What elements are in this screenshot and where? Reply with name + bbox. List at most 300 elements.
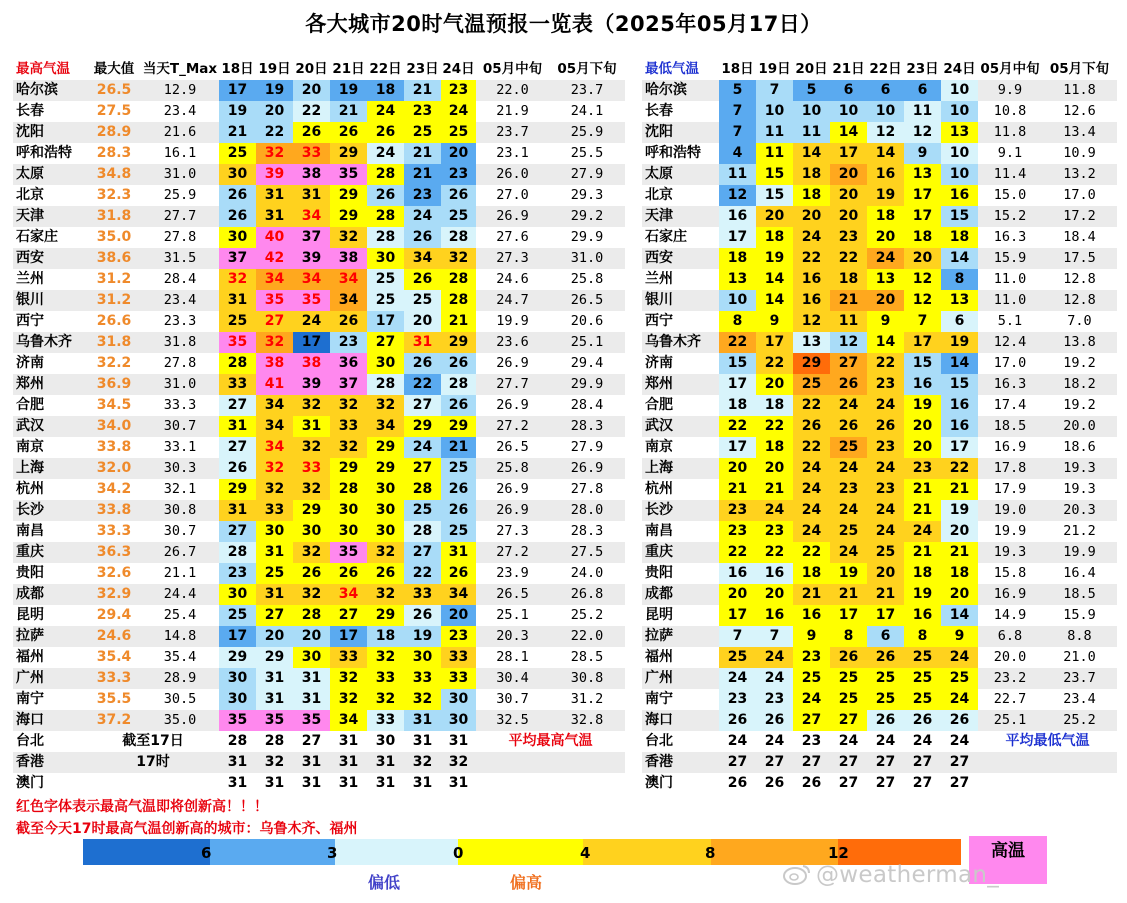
mid-month-avg: 20.0 (978, 647, 1042, 668)
forecast-cell: 23 (867, 479, 904, 500)
today-tmax: 30.3 (141, 458, 219, 479)
forecast-cell: 33 (330, 416, 367, 437)
forecast-cell: 26 (941, 710, 978, 731)
forecast-cell: 23 (756, 689, 793, 710)
forecast-cell: 29 (367, 437, 404, 458)
forecast-cell: 30 (219, 689, 256, 710)
late-month-avg: 31.2 (549, 689, 625, 710)
mid-month-avg: 5.1 (978, 311, 1042, 332)
low-temp-table (642, 59, 1117, 794)
table-row (13, 773, 625, 794)
late-month-avg: 20.0 (1042, 416, 1117, 437)
forecast-cell: 24 (756, 731, 793, 752)
city-name: 广州 (642, 668, 719, 689)
forecast-cell: 14 (793, 143, 830, 164)
today-tmax: 28.4 (141, 269, 219, 290)
forecast-cell: 14 (830, 122, 867, 143)
forecast-cell: 27 (904, 773, 941, 794)
mid-month-avg: 21.9 (476, 101, 549, 122)
city-name: 海口 (642, 710, 719, 731)
forecast-cell: 21 (219, 122, 256, 143)
record-max: 32.9 (87, 584, 141, 605)
record-max: 32.2 (87, 353, 141, 374)
forecast-cell: 42 (256, 248, 293, 269)
forecast-cell: 31 (404, 731, 441, 752)
table-row (13, 710, 625, 731)
city-name: 哈尔滨 (642, 80, 719, 101)
forecast-cell: 21 (404, 80, 441, 101)
mid-month-avg: 9.1 (978, 143, 1042, 164)
forecast-cell: 27 (367, 332, 404, 353)
forecast-cell: 21 (904, 542, 941, 563)
forecast-cell: 31 (256, 668, 293, 689)
mid-month-avg: 27.2 (476, 542, 549, 563)
forecast-cell: 37 (330, 374, 367, 395)
forecast-cell: 20 (293, 626, 330, 647)
forecast-cell: 13 (867, 269, 904, 290)
forecast-cell: 30 (256, 521, 293, 542)
forecast-cell: 25 (219, 311, 256, 332)
forecast-cell: 33 (404, 668, 441, 689)
table-row (642, 227, 1117, 248)
forecast-cell: 26 (219, 458, 256, 479)
forecast-cell: 8 (904, 626, 941, 647)
table-row (13, 437, 625, 458)
forecast-cell: 27 (867, 773, 904, 794)
city-name: 武汉 (13, 416, 87, 437)
forecast-cell: 31 (441, 731, 476, 752)
forecast-cell: 26 (441, 185, 476, 206)
table-row (13, 626, 625, 647)
late-month-avg: 18.2 (1042, 374, 1117, 395)
table-row (13, 605, 625, 626)
late-month-avg: 28.4 (549, 395, 625, 416)
forecast-cell: 18 (756, 437, 793, 458)
city-name: 济南 (642, 353, 719, 374)
forecast-cell: 30 (367, 479, 404, 500)
forecast-cell: 33 (367, 710, 404, 731)
forecast-cell: 17 (904, 185, 941, 206)
city-name: 福州 (642, 647, 719, 668)
forecast-cell: 24 (793, 500, 830, 521)
forecast-cell: 27 (830, 752, 867, 773)
mid-month-avg: 15.0 (978, 185, 1042, 206)
forecast-cell: 13 (941, 122, 978, 143)
forecast-cell: 17 (330, 626, 367, 647)
mid-month-avg: 30.4 (476, 668, 549, 689)
forecast-cell: 23 (793, 647, 830, 668)
forecast-cell: 18 (719, 248, 756, 269)
forecast-cell: 24 (367, 101, 404, 122)
table-row (13, 668, 625, 689)
forecast-cell: 24 (941, 689, 978, 710)
forecast-cell: 20 (404, 311, 441, 332)
record-max: 32.3 (87, 185, 141, 206)
column-header: 19日 (256, 59, 293, 80)
forecast-cell: 30 (367, 248, 404, 269)
today-tmax: 26.7 (141, 542, 219, 563)
legend-color-segment (83, 839, 210, 865)
forecast-cell: 33 (219, 374, 256, 395)
forecast-cell: 8 (830, 626, 867, 647)
city-name: 台北 (642, 731, 719, 752)
late-month-avg: 12.6 (1042, 101, 1117, 122)
forecast-cell: 21 (904, 479, 941, 500)
forecast-cell: 31 (441, 542, 476, 563)
today-tmax: 23.3 (141, 311, 219, 332)
city-name: 兰州 (13, 269, 87, 290)
forecast-cell: 18 (904, 227, 941, 248)
forecast-cell: 32 (367, 542, 404, 563)
late-month-avg: 17.0 (1042, 185, 1117, 206)
forecast-cell: 31 (293, 185, 330, 206)
forecast-cell: 30 (219, 584, 256, 605)
forecast-cell: 26 (219, 185, 256, 206)
forecast-cell: 25 (941, 668, 978, 689)
table-row (13, 332, 625, 353)
city-name: 长春 (13, 101, 87, 122)
late-month-avg: 20.6 (549, 311, 625, 332)
late-month-avg: 29.2 (549, 206, 625, 227)
mid-month-avg: 26.9 (476, 395, 549, 416)
forecast-cell: 29 (330, 206, 367, 227)
forecast-cell: 18 (793, 563, 830, 584)
city-name: 南京 (642, 437, 719, 458)
forecast-cell: 22 (756, 416, 793, 437)
forecast-cell: 17 (719, 605, 756, 626)
mid-month-avg: 27.3 (476, 248, 549, 269)
forecast-cell: 6 (867, 80, 904, 101)
mid-month-avg: 6.8 (978, 626, 1042, 647)
forecast-cell: 24 (441, 101, 476, 122)
mid-month-avg: 15.2 (978, 206, 1042, 227)
column-header: 最高气温 (13, 59, 87, 80)
forecast-cell: 19 (219, 101, 256, 122)
today-tmax: 23.4 (141, 101, 219, 122)
forecast-cell: 31 (219, 773, 256, 794)
forecast-cell: 22 (293, 101, 330, 122)
forecast-cell: 29 (330, 458, 367, 479)
forecast-cell: 31 (219, 752, 256, 773)
forecast-cell: 20 (719, 458, 756, 479)
forecast-cell: 18 (941, 563, 978, 584)
forecast-cell: 22 (719, 542, 756, 563)
forecast-cell: 21 (830, 584, 867, 605)
record-max: 31.8 (87, 206, 141, 227)
forecast-cell: 32 (404, 689, 441, 710)
late-month-avg: 26.8 (549, 584, 625, 605)
late-month-avg: 16.4 (1042, 563, 1117, 584)
forecast-cell: 22 (719, 416, 756, 437)
forecast-cell: 32 (293, 395, 330, 416)
forecast-cell: 25 (256, 563, 293, 584)
today-tmax: 30.5 (141, 689, 219, 710)
forecast-cell: 30 (441, 710, 476, 731)
table-row (13, 122, 625, 143)
forecast-cell: 22 (719, 332, 756, 353)
record-max: 34.8 (87, 164, 141, 185)
forecast-cell: 30 (367, 353, 404, 374)
legend-tick-label: 12 (828, 844, 849, 862)
forecast-cell: 32 (219, 269, 256, 290)
column-header: 05月中旬 (476, 59, 549, 80)
forecast-cell: 26 (330, 563, 367, 584)
forecast-cell: 31 (441, 773, 476, 794)
forecast-cell: 31 (293, 689, 330, 710)
forecast-cell: 25 (904, 668, 941, 689)
city-name: 福州 (13, 647, 87, 668)
forecast-cell: 38 (256, 353, 293, 374)
legend-tick-label: 4 (580, 844, 591, 862)
forecast-cell: 24 (367, 143, 404, 164)
mid-month-avg: 24.7 (476, 290, 549, 311)
forecast-cell: 27 (830, 773, 867, 794)
forecast-cell: 17 (367, 311, 404, 332)
record-max: 35.4 (87, 647, 141, 668)
city-name: 长沙 (13, 500, 87, 521)
forecast-cell: 31 (256, 689, 293, 710)
forecast-cell: 24 (867, 500, 904, 521)
forecast-cell: 13 (941, 290, 978, 311)
column-header: 22日 (367, 59, 404, 80)
city-name: 重庆 (13, 542, 87, 563)
late-month-avg: 30.8 (549, 668, 625, 689)
forecast-cell: 23 (330, 332, 367, 353)
city-name: 沈阳 (13, 122, 87, 143)
forecast-cell: 7 (904, 311, 941, 332)
record-max: 24.6 (87, 626, 141, 647)
mid-month-avg: 27.6 (476, 227, 549, 248)
table-row (13, 458, 625, 479)
city-name: 长沙 (642, 500, 719, 521)
forecast-cell: 27 (867, 752, 904, 773)
forecast-cell: 34 (330, 710, 367, 731)
forecast-cell: 9 (756, 311, 793, 332)
table-row (13, 269, 625, 290)
forecast-cell: 25 (219, 605, 256, 626)
forecast-cell: 25 (830, 668, 867, 689)
late-month-avg: 27.5 (549, 542, 625, 563)
forecast-cell: 11 (793, 122, 830, 143)
city-name: 西安 (642, 248, 719, 269)
forecast-cell: 35 (256, 290, 293, 311)
forecast-cell: 27 (830, 710, 867, 731)
table-row (13, 227, 625, 248)
forecast-cell: 37 (219, 248, 256, 269)
forecast-cell: 29 (367, 605, 404, 626)
column-header: 24日 (941, 59, 978, 80)
forecast-cell: 26 (719, 710, 756, 731)
forecast-cell: 28 (367, 227, 404, 248)
forecast-cell: 26 (441, 353, 476, 374)
forecast-cell: 39 (293, 248, 330, 269)
forecast-cell: 26 (330, 122, 367, 143)
forecast-cell: 24 (404, 437, 441, 458)
table-row (13, 689, 625, 710)
late-month-avg: 26.5 (549, 290, 625, 311)
late-month-avg: 18.4 (1042, 227, 1117, 248)
forecast-cell: 32 (404, 752, 441, 773)
table-row (13, 395, 625, 416)
late-month-avg: 21.0 (1042, 647, 1117, 668)
column-header: 21日 (330, 59, 367, 80)
column-header: 19日 (756, 59, 793, 80)
table-row (642, 479, 1117, 500)
city-name: 香港 (13, 752, 87, 773)
forecast-cell: 28 (219, 542, 256, 563)
mid-month-avg: 9.9 (978, 80, 1042, 101)
column-header: 最大值 (87, 59, 141, 80)
forecast-cell: 26 (867, 710, 904, 731)
forecast-cell: 17 (719, 374, 756, 395)
late-month-avg: 32.8 (549, 710, 625, 731)
forecast-cell: 28 (219, 731, 256, 752)
table-row (13, 563, 625, 584)
forecast-cell: 34 (330, 269, 367, 290)
forecast-cell: 27 (830, 353, 867, 374)
column-header: 20日 (793, 59, 830, 80)
forecast-cell: 21 (330, 101, 367, 122)
forecast-cell: 31 (256, 185, 293, 206)
forecast-cell: 13 (904, 164, 941, 185)
table-row (642, 710, 1117, 731)
forecast-cell: 27 (219, 437, 256, 458)
forecast-cell: 28 (404, 479, 441, 500)
record-max: 28.3 (87, 143, 141, 164)
late-month-avg: 19.2 (1042, 395, 1117, 416)
forecast-cell: 18 (367, 80, 404, 101)
city-name: 上海 (642, 458, 719, 479)
forecast-cell: 16 (793, 269, 830, 290)
table-row (642, 500, 1117, 521)
forecast-cell: 17 (830, 143, 867, 164)
forecast-cell: 27 (404, 395, 441, 416)
forecast-cell: 30 (330, 500, 367, 521)
forecast-cell: 28 (441, 290, 476, 311)
record-max: 29.4 (87, 605, 141, 626)
forecast-cell: 32 (293, 479, 330, 500)
forecast-cell: 26 (867, 416, 904, 437)
record-max: 37.2 (87, 710, 141, 731)
forecast-cell: 20 (793, 206, 830, 227)
forecast-cell: 29 (219, 479, 256, 500)
forecast-cell: 19 (256, 80, 293, 101)
forecast-cell: 24 (904, 521, 941, 542)
forecast-cell: 35 (219, 332, 256, 353)
mid-month-avg: 26.9 (476, 353, 549, 374)
city-name: 贵阳 (13, 563, 87, 584)
forecast-cell: 31 (293, 752, 330, 773)
forecast-cell: 29 (441, 332, 476, 353)
mid-month-avg: 27.2 (476, 416, 549, 437)
column-header: 05月下旬 (549, 59, 625, 80)
forecast-cell: 12 (867, 122, 904, 143)
table-row (13, 542, 625, 563)
late-month-avg: 23.7 (1042, 668, 1117, 689)
late-month-avg: 25.8 (549, 269, 625, 290)
forecast-cell: 31 (404, 773, 441, 794)
forecast-cell: 38 (293, 164, 330, 185)
avg-low-label (978, 773, 1117, 794)
city-name: 重庆 (642, 542, 719, 563)
record-max: 31.2 (87, 290, 141, 311)
column-header: 21日 (830, 59, 867, 80)
forecast-cell: 27 (904, 752, 941, 773)
forecast-cell: 30 (293, 647, 330, 668)
table-row (642, 626, 1117, 647)
forecast-cell: 20 (867, 290, 904, 311)
table-row (642, 521, 1117, 542)
record-max: 35.5 (87, 689, 141, 710)
table-row (642, 752, 1117, 773)
forecast-cell: 31 (404, 332, 441, 353)
table-row (13, 731, 625, 752)
mid-month-avg: 17.4 (978, 395, 1042, 416)
forecast-cell: 26 (293, 563, 330, 584)
forecast-cell: 36 (330, 353, 367, 374)
forecast-cell: 26 (404, 353, 441, 374)
forecast-cell: 28 (219, 353, 256, 374)
forecast-cell: 34 (293, 269, 330, 290)
forecast-cell: 20 (293, 80, 330, 101)
city-name: 银川 (13, 290, 87, 311)
table-row (13, 521, 625, 542)
mid-month-avg: 23.2 (978, 668, 1042, 689)
late-month-avg: 17.2 (1042, 206, 1117, 227)
forecast-cell: 11 (830, 311, 867, 332)
city-name: 呼和浩特 (13, 143, 87, 164)
table-row (642, 374, 1117, 395)
watermark-text: @weatherman_ (816, 862, 1000, 888)
late-month-avg: 12.8 (1042, 269, 1117, 290)
forecast-cell: 28 (256, 731, 293, 752)
forecast-cell: 23 (719, 521, 756, 542)
forecast-cell: 25 (867, 668, 904, 689)
column-header: 18日 (219, 59, 256, 80)
mid-month-avg: 30.7 (476, 689, 549, 710)
forecast-cell: 6 (904, 80, 941, 101)
forecast-cell: 41 (256, 374, 293, 395)
watermark (782, 862, 999, 888)
late-month-avg: 22.0 (549, 626, 625, 647)
today-tmax: 32.1 (141, 479, 219, 500)
legend-color-segment (210, 839, 338, 865)
city-name: 成都 (13, 584, 87, 605)
forecast-cell: 32 (293, 542, 330, 563)
forecast-cell: 19 (756, 248, 793, 269)
forecast-cell: 17 (293, 332, 330, 353)
forecast-cell: 10 (941, 80, 978, 101)
forecast-cell: 21 (941, 479, 978, 500)
forecast-cell: 21 (441, 437, 476, 458)
forecast-cell: 26 (219, 206, 256, 227)
forecast-cell: 32 (441, 248, 476, 269)
city-name: 海口 (13, 710, 87, 731)
city-name: 南宁 (642, 689, 719, 710)
forecast-cell: 30 (219, 668, 256, 689)
forecast-cell: 18 (719, 395, 756, 416)
forecast-cell: 32 (256, 752, 293, 773)
forecast-cell: 37 (293, 227, 330, 248)
late-month-avg: 27.9 (549, 164, 625, 185)
forecast-cell: 38 (293, 353, 330, 374)
forecast-cell: 29 (330, 143, 367, 164)
forecast-cell: 10 (830, 101, 867, 122)
forecast-cell: 26 (441, 563, 476, 584)
forecast-cell: 12 (904, 290, 941, 311)
forecast-cell: 24 (941, 647, 978, 668)
forecast-cell: 21 (404, 164, 441, 185)
